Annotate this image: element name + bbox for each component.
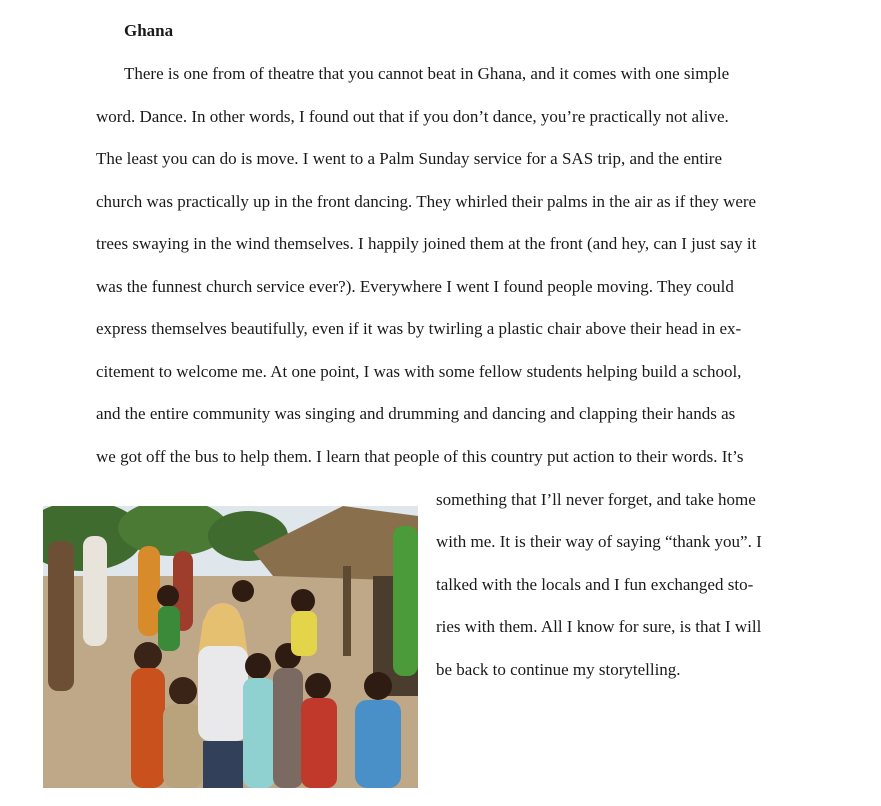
photo-child-head (305, 673, 331, 699)
photo-hut-post (343, 566, 351, 656)
photo-person (393, 526, 418, 676)
photo-child-head (245, 653, 271, 679)
body-line-4: church was practically up in the front dancing. They whirled their palms in the air as if they were (96, 192, 757, 211)
body-line-9: and the entire community was singing and drumming and dancing and clapping their hands as (96, 404, 736, 423)
body-line-2: word. Dance. In other words, I found out that if you don’t dance, you’re practically not alive. (96, 107, 729, 126)
section-heading: Ghana (124, 21, 174, 40)
body-line-8: citement to welcome me. At one point, I was with some fellow students helping build a school, (96, 362, 742, 381)
photo-child-head (169, 677, 197, 705)
photo-child (273, 668, 303, 788)
photo-person (48, 541, 74, 691)
wrap-line-5: be back to continue my storytelling. (436, 660, 681, 679)
body-line-3: The least you can do is move. I went to a Palm Sunday service for a SAS trip, and the entire (96, 149, 723, 168)
photo-person (138, 546, 160, 636)
photo-woman-jeans (203, 741, 243, 788)
body-line-10: we got off the bus to help them. I learn that people of this country put action to their words. It’s (96, 447, 744, 466)
wrap-line-4: ries with them. All I know for sure, is that I will (436, 617, 762, 636)
wrap-line-2: with me. It is their way of saying “thank you”. I (436, 532, 762, 551)
group-photo (43, 506, 418, 788)
photo-child (301, 698, 337, 788)
photo-woman-shirt (198, 646, 248, 741)
wrap-line-1: something that I’ll never forget, and take home (436, 490, 756, 509)
wrap-line-3: talked with the locals and I fun exchanged sto- (436, 575, 754, 594)
photo-child-head (157, 585, 179, 607)
photo-child-head (291, 589, 315, 613)
photo-child-head (364, 672, 392, 700)
photo-child (163, 704, 203, 788)
photo-child (243, 678, 275, 788)
body-line-1: There is one from of theatre that you cannot beat in Ghana, and it comes with one simple (124, 64, 730, 83)
photo-child (355, 700, 401, 788)
photo-child (158, 606, 180, 651)
group-photo-illustration (43, 506, 418, 788)
body-line-7: express themselves beautifully, even if it was by twirling a plastic chair above their head in ex- (96, 319, 742, 338)
photo-child-head (232, 580, 254, 602)
photo-child-head (134, 642, 162, 670)
photo-person (83, 536, 107, 646)
photo-child (291, 611, 317, 656)
photo-child (131, 668, 165, 788)
body-line-6: was the funnest church service ever?). Everywhere I went I found people moving. They could (96, 277, 734, 296)
body-line-5: trees swaying in the wind themselves. I happily joined them at the front (and hey, can I just say it (96, 234, 757, 253)
